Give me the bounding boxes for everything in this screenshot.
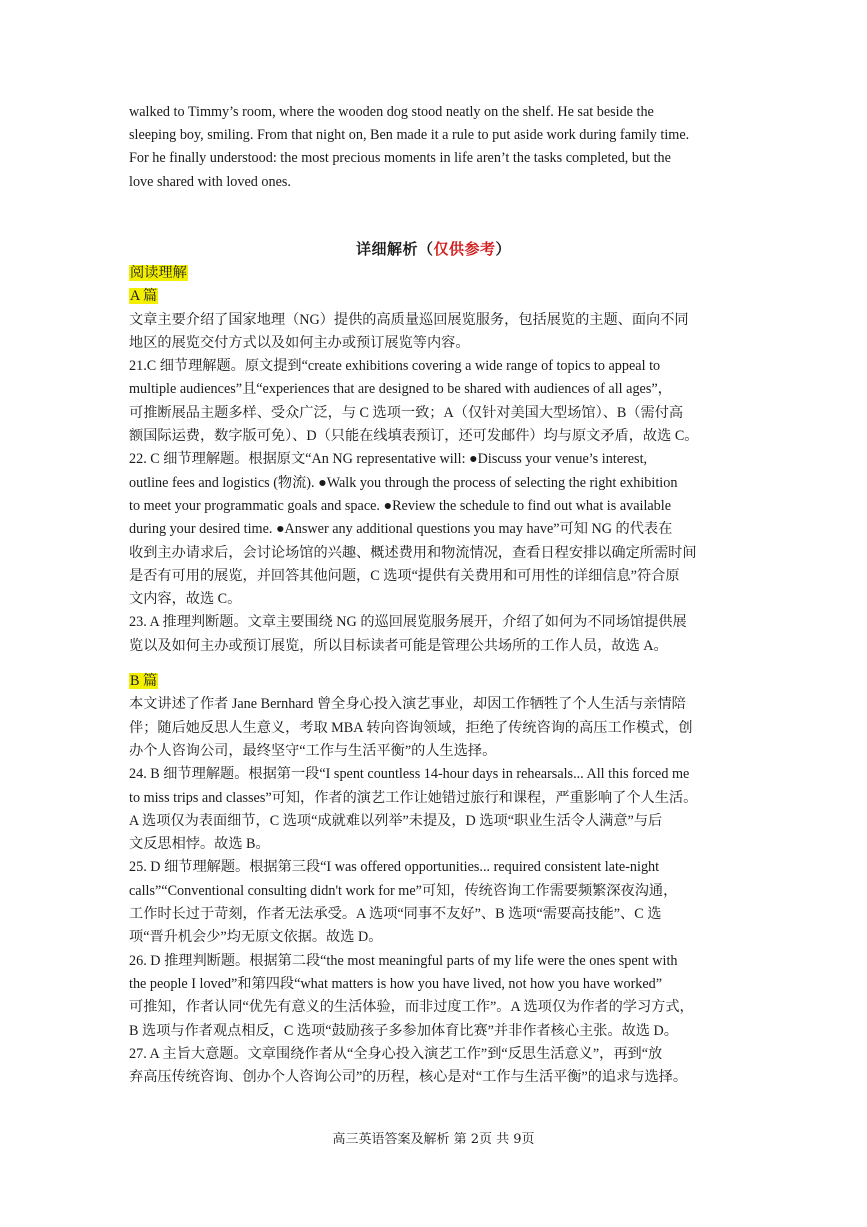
passage-a-line: 收到主办请求后，会讨论场馆的兴趣、概述费用和物流情况，查看日程安排以确定所需时间	[129, 544, 697, 561]
passage-a-line: 额国际运费，数字版可免）、D（只能在线填表预订，还可发邮件）均与原文矛盾，故选 C。	[129, 428, 699, 445]
passage-b-line: the people I loved”和第四段“what matters is how you have lived, not how you have worked”	[129, 975, 663, 992]
analysis-title-main: 详细解析（	[355, 242, 434, 258]
passage-a-line: 是否有可用的展览，并回答其他问题，C 选项“提供有关费用和可用性的详细信息”符合原	[129, 567, 680, 584]
passage-a-line: 地区的展览交付方式以及如何主办或预订展览等内容。	[129, 334, 470, 351]
analysis-body	[129, 262, 739, 1089]
analysis-title	[0, 238, 867, 259]
passage-b-line: 伴；随后她反思人生意义，考取 MBA 转向咨询领域，拒绝了传统咨询的高压工作模式，创	[129, 719, 693, 736]
passage-a-line: to meet your programmatic goals and space. ●Review the schedule to find out what is available	[129, 497, 672, 514]
page-footer: 高三英语答案及解析 第 2页 共 9页	[332, 1132, 535, 1147]
passage-b-label: B 篇	[130, 673, 158, 690]
passage-b-line: 26. D 推理判断题。根据第二段“the most meaningful parts of my life were the ones spent with	[129, 952, 678, 969]
passage-a-label: A 篇	[130, 288, 158, 305]
story-line: For he finally understood: the most precious moments in life aren’t the tasks completed, but the	[129, 150, 671, 167]
passage-b-text	[129, 693, 739, 1089]
passage-a-line: 文内容，故选 C。	[129, 591, 242, 608]
story-line: love shared with loved ones.	[129, 173, 291, 190]
passage-a-line: 21.C 细节理解题。原文提到“create exhibitions covering a wide range of topics to appeal to	[129, 358, 661, 375]
passage-b-line: B 选项与作者观点相反，C 选项“鼓励孩子多参加体育比赛”并非作者核心主张。故选 D。	[129, 1022, 678, 1039]
passage-b-line: 项“晋升机会少”均无原文依据。故选 D。	[129, 929, 383, 946]
passage-b-line: 本文讲述了作者 Jane Bernhard 曾全身心投入演艺事业，却因工作牺牲了个人生活与亲情陪	[129, 696, 686, 713]
passage-b-line: 工作时长过于苛刻，作者无法承受。A 选项“同事不友好”、B 选项“需要高技能”、C 选	[129, 906, 662, 923]
passage-b-line: 弃高压传统咨询、创办个人咨询公司”的历程，核心是对“工作与生活平衡”的追求与选择。	[129, 1069, 688, 1086]
story-line: walked to Timmy’s room, where the wooden dog stood neatly on the shelf. He sat beside the	[129, 104, 654, 120]
passage-a-line: 可推断展品主题多样、受众广泛，与 C 选项一致；A（仅针对美国大型场馆）、B（需付高	[129, 404, 684, 421]
passage-b-line: 办个人咨询公司，最终坚守“工作与生活平衡”的人生选择。	[129, 742, 497, 759]
passage-a-line: 览以及如何主办或预订展览，所以目标读者可能是管理公共场所的工作人员，故选 A。	[129, 637, 668, 654]
passage-a-text	[129, 309, 739, 658]
passage-b-line: 文反思相悖。故选 B。	[129, 836, 270, 853]
passage-b-line: A 选项仅为表面细节，C 选项“成就难以列举”未提及，D 选项“职业生活令人满意”与后	[129, 812, 663, 829]
passage-a-line: multiple audiences”且“experiences that are designed to be shared with audiences of all ages”，	[129, 381, 672, 398]
passage-a-line: outline fees and logistics (物流). ●Walk you through the process of selecting the right exhibition	[129, 474, 678, 491]
section-label: 阅读理解	[130, 265, 187, 281]
passage-b-line: 可推知，作者认同“优先有意义的生活体验，而非过度工作”。A 选项仅为作者的学习方式，	[129, 999, 694, 1016]
passage-b-line: 24. B 细节理解题。根据第一段“I spent countless 14-hour days in rehearsals... All this forced me	[129, 766, 690, 783]
analysis-title-ref: 仅供参考	[433, 242, 496, 258]
story-line: sleeping boy, smiling. From that night on, Ben made it a rule to put aside work during family time.	[129, 127, 690, 144]
story-paragraph	[129, 101, 739, 194]
passage-a-line: 22. C 细节理解题。根据原文“An NG representative will: ●Discuss your venue’s interest,	[129, 451, 648, 468]
passage-b-line: 27. A 主旨大意题。文章围绕作者从“全身心投入演艺工作”到“反思生活意义”，再到“放	[129, 1045, 663, 1062]
passage-a-line: 文章主要介绍了国家地理（NG）提供的高质量巡回展览服务，包括展览的主题、面向不同	[129, 311, 689, 328]
passage-b-line: 25. D 细节理解题。根据第三段“I was offered opportunities... required consistent late-night	[129, 859, 660, 876]
passage-b-line: calls”“Conventional consulting didn't work for me”可知，传统咨询工作需要频繁深夜沟通，	[129, 882, 678, 899]
passage-a-line: during your desired time. ●Answer any additional questions you may have”可知 NG 的代表在	[129, 521, 673, 538]
passage-b-line: to miss trips and classes”可知，作者的演艺工作让她错过旅行和课程，严重影响了个人生活。	[129, 789, 698, 806]
analysis-title-close: ）	[495, 242, 512, 258]
passage-a-line: 23. A 推理判断题。文章主要围绕 NG 的巡回展览服务展开，介绍了如何为不同场馆提供展	[129, 614, 687, 631]
